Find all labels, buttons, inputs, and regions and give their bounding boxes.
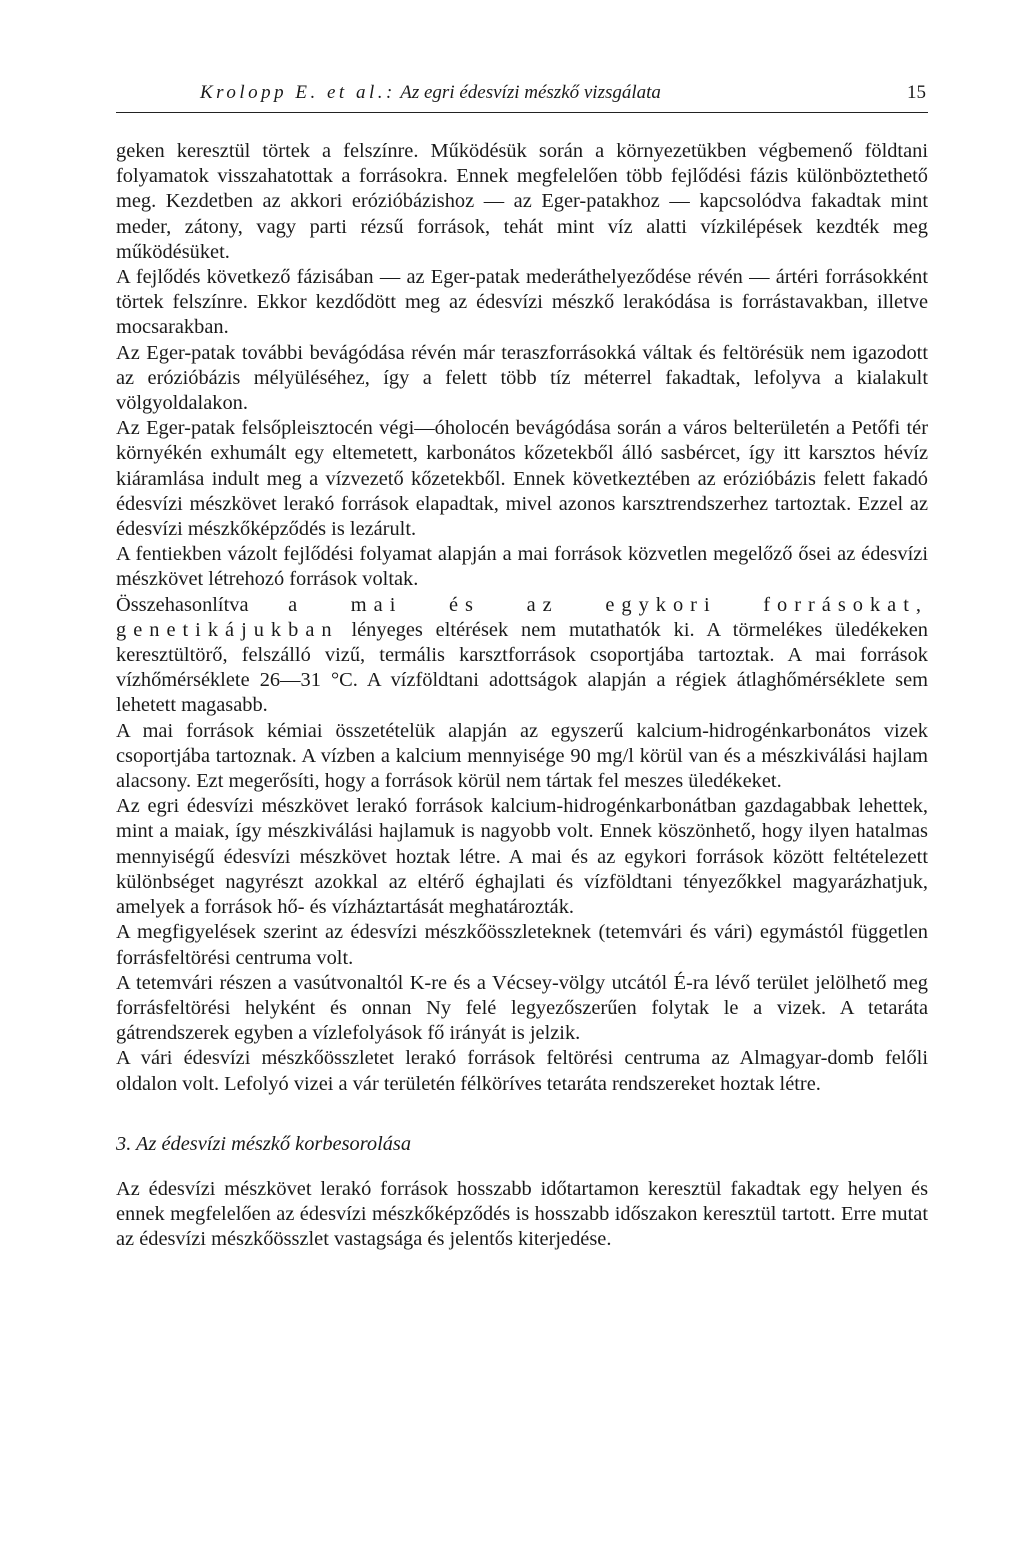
paragraph-10: A tetemvári részen a vasútvonaltól K-re és a Vécsey-völgy utcától É-ra lévő terület jelölhető meg forrásfeltörési helyként és onnan Ny felé legyezőszerűen folytak le a vizek. A tetaráta gátrendszerek egyben a vízlefolyások fő irányát is jelzik. <box>116 971 928 1045</box>
section-title: 3. Az édesvízi mészkő korbesorolása <box>116 1132 412 1155</box>
paragraph-8: Az egri édesvízi mészkövet lerakó források kalcium-hidrogénkarbonátban gazdagabbak lehettek, mint a maiak, így mészkiválási hajlamuk is nagyobb volt. Ennek köszönhető, hogy ilyen hatalmas mennyiségű édesvízi mészkövet hoztak létre. A mai és az egykori források között feltételezett különbséget nagyrészt azokkal az eltérő éghajlati és vízföldtani tényezőkkel magyarázhatjuk, amelyek a források hő- és vízháztartását meghatározták. <box>116 795 928 919</box>
running-head-authors: Krolopp E. et al.: <box>200 82 396 103</box>
paragraph-11: A vári édesvízi mészkőösszletet lerakó források feltörési centruma az Almagyar-domb felőli oldalon volt. Lefolyó vizei a vár területén félköríves tetaráta rendszereket hoztak létre. <box>116 1047 928 1095</box>
running-head <box>116 78 928 113</box>
section-paragraph-1: Az édesvízi mészkövet lerakó források hosszabb időtartamon keresztül fakadtak egy helyen és ennek megfelelően az édesvízi mészkőképződés is hosszabb időszakon keresztül tartott. Erre mutat az édesvízi mészkőösszlet vastagsága és jelentős kiterjedése. <box>116 1177 928 1251</box>
paragraph-1: geken keresztül törtek a felszínre. Működésük során a környezetükben végbemenő földtani folyamatok visszahatottak a forrásokra. Ennek megfelelően több fejlődési fázis különböztethető meg. Kezdetben az akkori erózióbázishoz — az Eger-patakhoz — kapcsolódva fakadtak mint meder, zátony, vagy parti rézsű források, tehát mint víz alatti vízkilépések kezdték meg működésüket. <box>116 140 928 263</box>
page <box>116 78 928 1252</box>
paragraph-3: Az Eger-patak további bevágódása révén már teraszforrásokká váltak és feltörésük nem igazodott az erózióbázis mélyüléséhez, így a felett több tíz méterrel fakadtak, lefolyva a kialakult völgyoldalakon. <box>116 341 928 415</box>
article-body <box>116 139 928 1252</box>
paragraph-2: A fejlődés következő fázisában — az Eger-patak mederáthelyeződése révén — ártéri forrásokként törtek felszínre. Ekkor kezdődött meg az édesvízi mészkő lerakódása is forrástavakban, illetve mocsarakban. <box>116 266 928 339</box>
paragraph-4: Az Eger-patak felsőpleisztocén végi—óholocén bevágódása során a város belterületén a Petőfi tér környékén exhumált egy eltemetett, karbonátos kőzetekből álló sasbércet, így itt karsztos hévíz kiáramlása indult meg a vízvezető kőzetekből. Ennek következtében az erózióbázis felett fakadó édesvízi mészkövet lerakó források elapadtak, mivel azonos karsztrendszerhez tartoztak. Ezzel az édesvízi mészkőképződés is lezárult. <box>116 417 928 541</box>
running-head-title: Az egri édesvízi mészkő vizsgálata <box>400 82 661 103</box>
paragraph-6 <box>116 593 928 719</box>
paragraph-6-emphasis: a mai és az egykori forrásokat, genetikájukban <box>116 593 928 641</box>
paragraph-6-rest: lényeges eltérések nem mutathatók ki. A törmelékes üledékeken keresztültörő, felszálló vizű, termális karsztforrások csoportjába tartoztak. A mai források vízhőmérséklete 26—31 °C. A vízföldtani adottságok alapján a régiek átlaghőmérséklete sem lehetett magasabb. <box>116 618 928 717</box>
page-number: 15 <box>907 82 926 103</box>
paragraph-6-lead: Összehasonlítva <box>116 593 249 616</box>
paragraph-5: A fentiekben vázolt fejlődési folyamat alapján a mai források közvetlen megelőző ősei az édesvízi mészkövet létrehozó források voltak. <box>116 543 928 591</box>
running-head-text <box>200 82 661 104</box>
paragraph-7: A mai források kémiai összetételük alapján az egyszerű kalcium-hidrogénkarbonátos vizek csoportjába tartoznak. A vízben a kalcium mennyisége 90 mg/l körül van és a mészkiválási hajlam alacsony. Ezt megerősíti, hogy a források körül nem tártak fel meszes üledékeket. <box>116 719 928 793</box>
paragraph-9: A megfigyelések szerint az édesvízi mészkőösszleteknek (tetemvári és vári) egymástól független forrásfeltörési centruma volt. <box>116 921 928 969</box>
